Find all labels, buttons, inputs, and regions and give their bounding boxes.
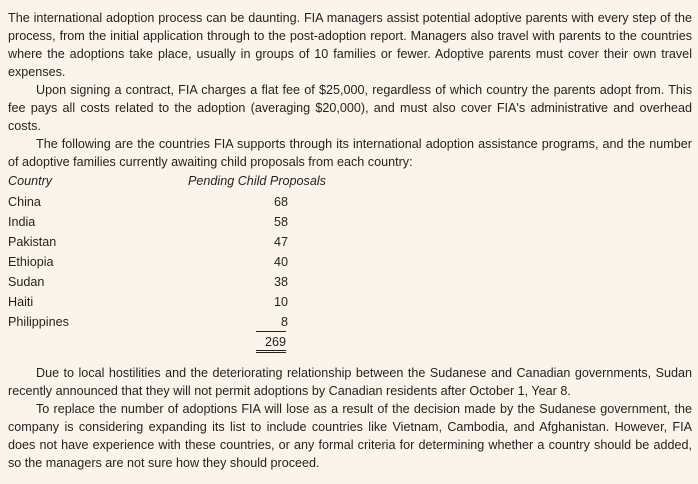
table-row <box>8 313 308 331</box>
country-name: Philippines <box>8 315 69 329</box>
pending-count: 58 <box>273 215 288 229</box>
pending-count: 38 <box>273 275 288 289</box>
pending-proposals-table <box>8 172 692 364</box>
total-count: 269 <box>264 335 286 349</box>
paragraph-fee: Upon signing a contract, FIA charges a flat fee of $25,000, regardless of which country the parents adopt from. This fee pays all costs related to the adoption (averaging $20,000), and must also cover FIA's administrative and overhead costs. <box>8 83 692 133</box>
table-row <box>8 213 308 231</box>
paragraph-intro: The international adoption process can be daunting. FIA managers assist potential adoptive parents with every step of the process, from the initial application through to the post-adoption report. Managers also travel with parents to the countries where the adoptions take place, usually in groups of 10 families or fewer. Adoptive parents must cover their own travel expenses. <box>8 11 692 79</box>
table-row <box>8 273 308 291</box>
pending-count: 8 <box>280 315 288 329</box>
pending-count: 10 <box>273 295 288 309</box>
country-name: China <box>8 195 41 209</box>
case-text <box>8 9 692 472</box>
table-row <box>8 193 308 211</box>
pending-count: 40 <box>273 255 288 269</box>
total-double-rule <box>256 350 286 353</box>
pending-count: 47 <box>273 235 288 249</box>
paragraph-expansion: To replace the number of adoptions FIA will lose as a result of the decision made by the Sudanese government, the company is considering expanding its list to include countries like Vietnam, Cambodia, and Afghanistan. However, FIA does not have experience with these countries, or any formal criteria for determining whether a country should be added, so the managers are not sure how they should proceed. <box>8 402 692 470</box>
paragraph-sudan: Due to local hostilities and the deteriorating relationship between the Sudanese and Canadian governments, Sudan recently announced that they will not permit adoptions by Canadian residents after October 1, Year 8. <box>8 366 692 398</box>
paragraph-countries: The following are the countries FIA supports through its international adoption assistance programs, and the number of adoptive families currently awaiting child proposals from each country: <box>8 137 692 169</box>
country-name: Pakistan <box>8 235 57 249</box>
sum-rule <box>256 331 286 332</box>
table-row <box>8 293 308 311</box>
country-name: Haiti <box>8 295 34 309</box>
country-name: India <box>8 215 36 229</box>
table-row <box>8 233 308 251</box>
pending-count: 68 <box>273 195 288 209</box>
country-name: Sudan <box>8 275 45 289</box>
column-header-country: Country <box>8 174 53 188</box>
country-name: Ethiopia <box>8 255 54 269</box>
column-header-pending: Pending Child Proposals <box>188 174 326 188</box>
table-row <box>8 253 308 271</box>
